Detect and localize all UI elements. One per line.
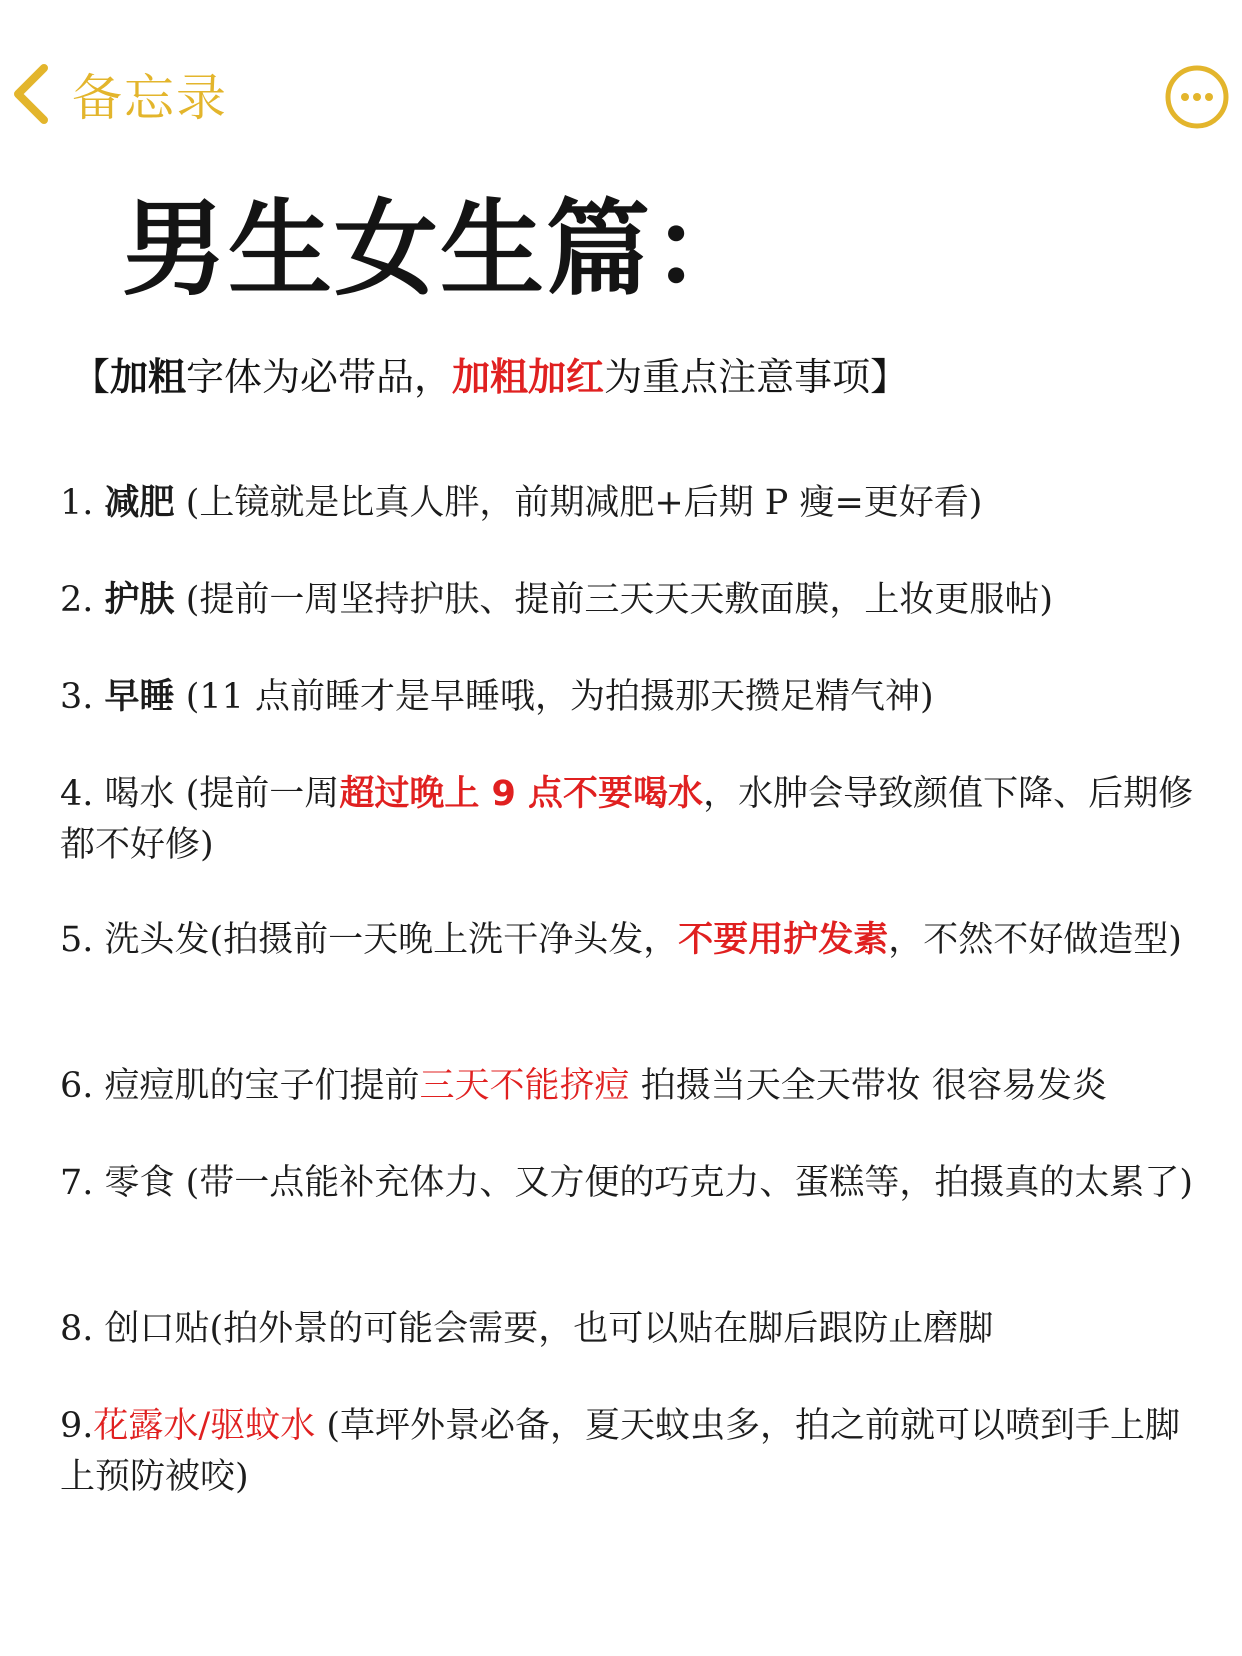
list-item bbox=[60, 769, 1195, 871]
item-highlight: 不要用护发素 bbox=[678, 920, 889, 960]
item-text: (11 点前睡才是早睡哦，为拍摄那天攒足精气神) bbox=[174, 677, 934, 717]
list-item bbox=[60, 1061, 1195, 1112]
legend-red: 加粗加红 bbox=[452, 355, 605, 399]
item-highlight: 超过晚上 9 点不要喝水 bbox=[339, 774, 704, 814]
chevron-left-icon bbox=[10, 63, 50, 125]
item-number: 1. bbox=[60, 483, 94, 523]
legend-bold: 加粗 bbox=[110, 355, 187, 399]
list-item bbox=[60, 1304, 1195, 1355]
legend-close: 】 bbox=[870, 355, 909, 399]
item-text: 拍摄当天全天带妆 很容易发炎 bbox=[629, 1066, 1107, 1106]
item-key: 早睡 bbox=[104, 677, 175, 717]
legend-open: 【 bbox=[72, 355, 111, 399]
list-item bbox=[60, 915, 1195, 966]
back-label: 备忘录 bbox=[72, 69, 228, 127]
back-button[interactable] bbox=[10, 58, 228, 130]
item-number: 3. bbox=[60, 677, 94, 717]
item-number: 9. bbox=[60, 1406, 94, 1446]
item-key: 护肤 bbox=[104, 580, 175, 620]
list-item bbox=[60, 1158, 1195, 1209]
top-bar bbox=[0, 0, 1242, 200]
item-text: 洗头发(拍摄前一天晚上洗干净头发， bbox=[93, 920, 679, 960]
item-number: 7. bbox=[60, 1163, 94, 1203]
legend-note bbox=[72, 346, 908, 401]
more-button[interactable] bbox=[1164, 64, 1230, 130]
item-text: (草坪外景必备，夏天蚊虫多，拍之前就可以喷到手上脚上预防被咬) bbox=[60, 1406, 1180, 1497]
item-text: (提前一周坚持护肤、提前三天天天敷面膜，上妆更服帖) bbox=[174, 580, 1053, 620]
item-text: 喝水 (提前一周 bbox=[93, 774, 340, 814]
list-item bbox=[60, 672, 1195, 723]
item-text: 创口贴(拍外景的可能会需要，也可以贴在脚后跟防止磨脚 bbox=[93, 1309, 994, 1349]
item-text: (上镜就是比真人胖，前期减肥+后期 P 瘦=更好看) bbox=[174, 483, 983, 523]
item-highlight: 三天不能挤痘 bbox=[419, 1066, 630, 1106]
item-number: 8. bbox=[60, 1309, 94, 1349]
page-title: 男生女生篇： bbox=[122, 188, 759, 310]
item-text: 零食 (带一点能补充体力、又方便的巧克力、蛋糕等，拍摄真的太累了) bbox=[93, 1163, 1193, 1203]
item-number: 6. bbox=[60, 1066, 94, 1106]
item-number: 2. bbox=[60, 580, 94, 620]
item-number: 4. bbox=[60, 774, 94, 814]
list-item bbox=[60, 478, 1195, 529]
item-key: 减肥 bbox=[104, 483, 175, 523]
list-item bbox=[60, 575, 1195, 626]
legend-mid2: 为重点注意事项 bbox=[604, 355, 871, 399]
item-highlight: 花露水/驱蚊水 bbox=[93, 1406, 316, 1446]
legend-mid1: 字体为必带品， bbox=[186, 355, 453, 399]
list-item bbox=[60, 1401, 1195, 1503]
item-text: ，不然不好做造型) bbox=[888, 920, 1182, 960]
more-icon bbox=[1164, 64, 1230, 130]
item-text: ，水肿会导致颜值下降、后期修都不好修) bbox=[60, 774, 1194, 865]
item-number: 5. bbox=[60, 920, 94, 960]
item-text: 痘痘肌的宝子们提前 bbox=[93, 1066, 420, 1106]
